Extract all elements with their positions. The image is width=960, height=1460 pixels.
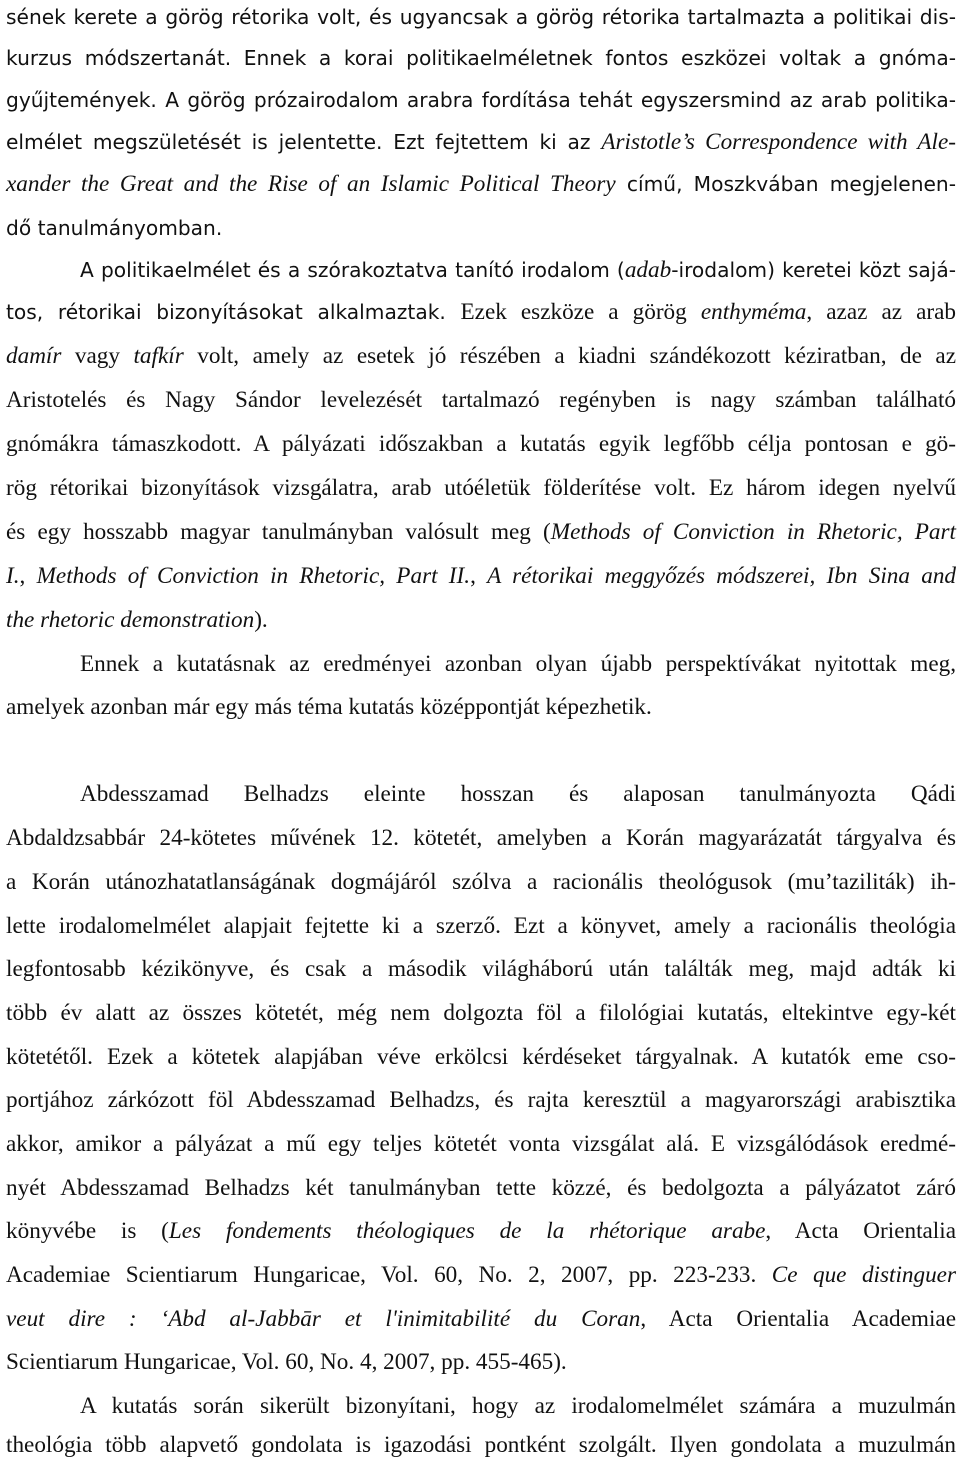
italic-text: A rétorikai meggyőzés módszerei, Ibn Sina and — [487, 563, 957, 589]
text-line — [6, 1040, 956, 1074]
text-line — [6, 559, 956, 593]
body-text: és egy hosszabb magyar tanulmányban valósult meg ( — [6, 519, 551, 545]
text-line — [6, 83, 956, 117]
text-line — [6, 1258, 956, 1292]
body-text: Scientiarum Hungaricae, Vol. 60, No. 4, 2007, pp. 455-465). — [6, 1349, 567, 1375]
text-line — [6, 1083, 956, 1117]
body-text: legfontosabb kézikönyve, és csak a második világháború után találták meg, majd adták ki — [6, 956, 956, 982]
body-text: A kutatás során sikerült bizonyítani, hogy az irodalomelmélet számára a muzulmán — [80, 1393, 956, 1419]
italic-text: xander the Great and the Rise of an Islamic Political Theory — [6, 171, 616, 197]
body-text: ). — [254, 607, 268, 633]
text-line — [6, 515, 956, 549]
body-text: nyét Abdesszamad Belhadzs két tanulmányban tette közzé, és bedolgozta a pályázatot záró — [6, 1175, 956, 1201]
body-text: több év alatt az összes kötetét, még nem dolgozta föl a filológiai kutatás, eltekintve egy-két — [6, 1000, 956, 1026]
text-line — [6, 427, 956, 461]
text-line — [80, 1389, 956, 1423]
text-line — [80, 253, 956, 287]
text-line — [6, 211, 956, 245]
body-text: Ezek eszköze a görög — [460, 299, 701, 325]
body-text: Aristotelés és Nagy Sándor levelezését tartalmazó regényben is nagy számban található — [6, 387, 956, 413]
body-text: portjához zárkózott föl Abdesszamad Belhadzs, és rajta keresztül a magyarországi arabisztika — [6, 1087, 956, 1113]
body-text: kötetétől. Ezek a kötetek alapjában véve erkölcsi kérdéseket tárgyalnak. A kutatók eme cso- — [6, 1044, 956, 1070]
italic-text: Methods of Conviction in Rhetoric, Part II. — [36, 563, 471, 589]
body-text: akkor, amikor a pályázat a mű egy teljes kötetét vonta vizsgálat alá. E vizsgálódások eredmé- — [6, 1131, 956, 1157]
body-text: , Acta Orientalia — [765, 1218, 956, 1244]
text-line — [6, 41, 956, 75]
body-text: A politikaelmélet és a szórakoztatva tanító irodalom ( — [80, 258, 625, 282]
body-text: Ennek a kutatásnak az eredményei azonban olyan újabb perspektívákat nyitottak meg, — [80, 651, 956, 677]
text-line — [6, 1171, 956, 1205]
text-line — [6, 1428, 956, 1460]
text-line — [80, 777, 956, 811]
body-text: -irodalom) keretei közt sajá- — [671, 258, 956, 282]
body-text: theológia több alapvető gondolata is igazodási pontként szolgált. Ilyen gondolata a muzulmán — [6, 1432, 956, 1458]
italic-text: veut dire : ‘Abd al-Jabbār et l'inimitabilité du Coran — [6, 1306, 641, 1332]
body-text: volt, amely az esetek jó részében a kiadni szándékozott kéziratban, de az — [183, 343, 956, 369]
body-text: vagy — [61, 343, 134, 369]
body-text: gyűjtemények. A görög prózairodalom arabra fordítása tehát egyszersmind az arab politika- — [6, 88, 956, 112]
italic-text: tafkír — [133, 343, 184, 369]
text-line — [6, 1345, 956, 1379]
text-line — [6, 690, 956, 724]
italic-text: enthyméma — [700, 299, 807, 325]
body-text: amelyek azonban már egy más téma kutatás középpontját képezhetik. — [6, 694, 652, 720]
text-line — [6, 821, 956, 855]
body-text: tos, rétorikai bizonyításokat alkalmaztak. — [6, 300, 461, 324]
body-text: , Acta Orientalia Academiae — [640, 1306, 956, 1332]
text-line — [6, 125, 956, 159]
text-line — [6, 1214, 956, 1248]
body-text: dő tanulmányomban. — [6, 216, 223, 240]
text-line — [6, 996, 956, 1030]
body-text: sének kerete a görög rétorika volt, és ugyancsak a görög rétorika tartalmazta a politikai dis- — [6, 5, 956, 29]
body-text: , — [19, 563, 37, 589]
italic-text: the rhetoric demonstration — [6, 607, 255, 633]
text-line — [6, 295, 956, 329]
body-text: lette irodalomelmélet alapjait fejtette ki a szerző. Ezt a könyvet, amely a racionális theológia — [6, 913, 956, 939]
text-line — [6, 0, 956, 34]
body-text: rög rétorikai bizonyítások vizsgálatra, arab utóéletük földerítése volt. Ez három idegen nyelvű — [6, 475, 956, 501]
body-text: , — [470, 563, 488, 589]
body-text: Abdaldzsabbár 24-kötetes művének 12. kötetét, amelyben a Korán magyarázatát tárgyalva és — [6, 825, 956, 851]
body-text: gnómákra támaszkodott. A pályázati időszakban a kutatás egyik legfőbb célja pontosan e gö- — [6, 431, 956, 457]
italic-text: damír — [6, 343, 62, 369]
text-line — [6, 952, 956, 986]
text-line — [6, 1127, 956, 1161]
text-line — [6, 909, 956, 943]
text-line — [6, 865, 956, 899]
text-line — [6, 603, 956, 637]
text-line — [6, 383, 956, 417]
italic-text: Methods of Conviction in Rhetoric, Part — [550, 519, 956, 545]
italic-text: I. — [6, 563, 20, 589]
text-line — [6, 471, 956, 505]
body-text: , azaz az arab — [806, 299, 957, 325]
text-line — [6, 1302, 956, 1336]
body-text: Abdesszamad Belhadzs eleinte hosszan és alaposan tanulmányozta Qádi — [80, 781, 956, 807]
text-line — [6, 167, 956, 201]
italic-text: Aristotle’s Correspondence with Ale- — [601, 129, 956, 155]
text-line — [6, 339, 956, 373]
body-text: Academiae Scientiarum Hungaricae, Vol. 60, No. 2, 2007, pp. 223-233. — [6, 1262, 772, 1288]
body-text: a Korán utánozhatatlanságának dogmájáról szólva a racionális theológusok (mu’taziliták) ih- — [6, 869, 956, 895]
body-text: könyvébe is ( — [6, 1218, 169, 1244]
text-line — [80, 647, 956, 681]
body-text: kurzus módszertanát. Ennek a korai politikaelméletnek fontos eszközei voltak a gnóma- — [6, 46, 956, 70]
italic-text: adab — [624, 257, 672, 283]
italic-text: Les fondements théologiques de la rhétorique arabe — [168, 1218, 766, 1244]
body-text: elmélet megszületését is jelentette. Ezt fejtettem ki az — [6, 130, 602, 154]
body-text: című, Moszkvában megjelenen- — [615, 172, 956, 196]
italic-text: Ce que distinguer — [771, 1262, 956, 1288]
